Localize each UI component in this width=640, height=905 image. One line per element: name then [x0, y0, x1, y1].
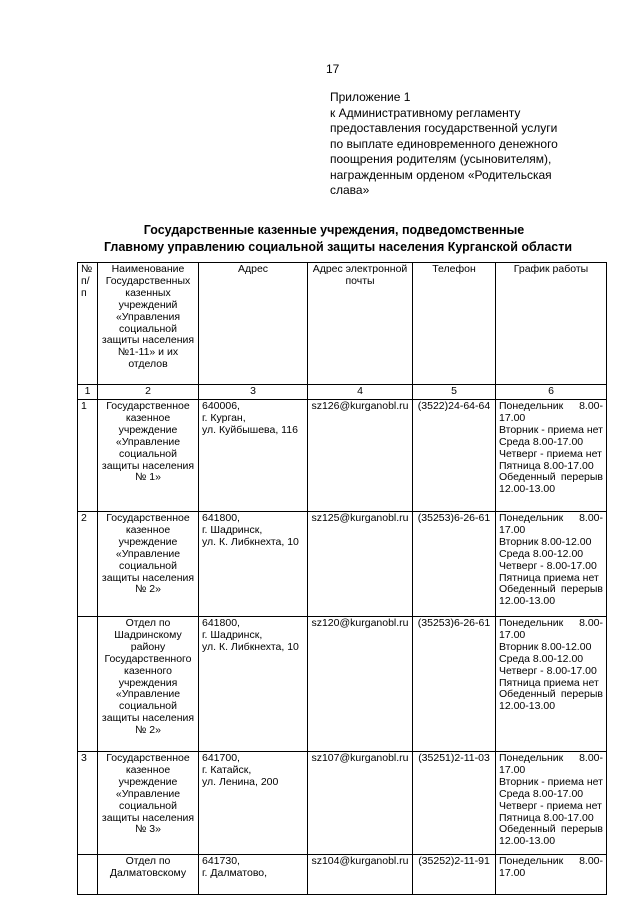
lunch-word: Обеденный: [499, 688, 556, 701]
column-index: 3: [199, 385, 308, 400]
header-email: Адрес электронной почты: [308, 263, 413, 385]
lunch-time: 12.00-13.00: [499, 700, 556, 713]
schedule-line: Среда 8.00-17.00: [499, 787, 584, 800]
address-line: г. Далматово,: [202, 866, 268, 879]
address-line: ул. К. Либкнехта, 10: [202, 535, 299, 548]
lunch-label: перерыв: [560, 823, 603, 836]
appendix-line: поощрения родителям (усыновителям),: [330, 152, 552, 166]
institution-name: Государственное казенное учреждение «Управление социальной защиты населения № 2»: [98, 512, 199, 617]
address-line: г. Шадринск,: [202, 523, 263, 536]
row-number: 3: [78, 752, 98, 855]
schedule-line: Четверг - приема нет: [499, 799, 602, 812]
email-cell: sz125@kurganobl.ru: [308, 512, 413, 617]
lunch-time: 12.00-13.00: [499, 595, 556, 608]
schedule-first-word: Понедельник: [499, 512, 564, 524]
lunch-label: перерыв: [560, 688, 603, 701]
email-cell: sz107@kurganobl.ru: [308, 752, 413, 855]
schedule-cell: [496, 512, 607, 617]
phone-cell: (35253)6-26-61: [413, 512, 496, 617]
address-line: 641700,: [202, 752, 240, 764]
schedule-first-time: 8.00-: [579, 617, 603, 629]
header-address: Адрес: [199, 263, 308, 385]
appendix-heading: [330, 90, 620, 199]
header-num: № п/ п: [78, 263, 98, 385]
schedule-line: Вторник 8.00-12.00: [499, 640, 592, 653]
table-row: [78, 617, 607, 752]
address-line: г. Шадринск,: [202, 628, 263, 641]
appendix-line: предоставления государственной услуги: [330, 121, 558, 135]
schedule-first-word: Понедельник: [499, 855, 564, 867]
schedule-line: Вторник - приема нет: [499, 775, 603, 788]
schedule-line: 17.00: [499, 628, 526, 641]
appendix-line: к Административному регламенту: [330, 105, 521, 120]
schedule-first-time: 8.00-: [579, 400, 603, 412]
appendix-line: награжденным орденом «Родительская: [330, 167, 552, 182]
column-index: 5: [413, 385, 496, 400]
schedule-line: Вторник 8.00-12.00: [499, 535, 592, 548]
column-index: 4: [308, 385, 413, 400]
schedule-cell: [496, 855, 607, 895]
schedule-line: 17.00: [499, 411, 526, 424]
schedule-line: Среда 8.00-12.00: [499, 547, 584, 560]
institutions-table: [77, 262, 607, 895]
lunch-word: Обеденный: [499, 471, 556, 484]
schedule-first-time: 8.00-: [579, 512, 603, 524]
schedule-line: Среда 8.00-17.00: [499, 435, 584, 448]
title-line-1: Государственные казенные учреждения, подведомственные: [143, 223, 525, 237]
schedule-line: Среда 8.00-12.00: [499, 652, 584, 665]
lunch-label: перерыв: [560, 583, 603, 596]
lunch-time: 12.00-13.00: [499, 483, 556, 496]
address-cell: [199, 512, 308, 617]
header-schedule: График работы: [496, 263, 607, 385]
address-line: 641730,: [202, 855, 240, 867]
column-index: 2: [98, 385, 199, 400]
phone-cell: (35252)2-11-91: [413, 855, 496, 895]
phone-cell: (3522)24-64-64: [413, 400, 496, 512]
schedule-first-word: Понедельник: [499, 752, 564, 764]
schedule-first-time: 8.00-: [579, 855, 603, 867]
address-line: ул. Куйбышева, 116: [202, 423, 298, 436]
address-line: 640006,: [202, 400, 240, 412]
schedule-line: Четверг - 8.00-17.00: [499, 559, 597, 572]
address-line: г. Катайск,: [202, 763, 252, 776]
schedule-line: Вторник - приема нет: [499, 423, 603, 436]
table-row: [78, 855, 607, 895]
address-cell: [199, 617, 308, 752]
address-cell: [199, 855, 308, 895]
table-row: [78, 512, 607, 617]
schedule-line: Пятница 8.00-17.00: [499, 811, 594, 824]
address-cell: [199, 752, 308, 855]
appendix-line: слава»: [330, 183, 370, 197]
phone-cell: (35253)6-26-61: [413, 617, 496, 752]
title-line-2: Главному управлению социальной защиты населения Курганской области: [103, 240, 573, 254]
schedule-first-word: Понедельник: [499, 617, 564, 629]
lunch-word: Обеденный: [499, 823, 556, 836]
schedule-line: 17.00: [499, 763, 526, 776]
schedule-cell: [496, 400, 607, 512]
appendix-line: Приложение 1: [330, 90, 411, 104]
schedule-line: Пятница 8.00-17.00: [499, 459, 594, 472]
schedule-cell: [496, 617, 607, 752]
phone-cell: (35251)2-11-03: [413, 752, 496, 855]
row-number: [78, 617, 98, 752]
schedule-cell: [496, 752, 607, 855]
schedule-line: Пятница приема нет: [499, 676, 599, 689]
address-line: ул. К. Либкнехта, 10: [202, 640, 299, 653]
lunch-time: 12.00-13.00: [499, 835, 556, 848]
institution-name: Государственное казенное учреждение «Управление социальной защиты населения № 3»: [98, 752, 199, 855]
institution-name: Отдел по Шадринскому району Государственного казенного учреждения «Управление социальной защиты населения № 2»: [98, 617, 199, 752]
address-line: 641800,: [202, 512, 240, 524]
lunch-label: перерыв: [560, 471, 603, 484]
table-row: [78, 400, 607, 512]
schedule-line: Пятница приема нет: [499, 571, 599, 584]
header-name: Наименование Государственных казенных учреждений «Управления социальной защиты населения №1-11» и их отделов: [98, 263, 199, 385]
institution-name: Государственное казенное учреждение «Управление социальной защиты населения № 1»: [98, 400, 199, 512]
schedule-line: 17.00: [499, 866, 526, 879]
column-index-row: [78, 385, 607, 400]
email-cell: sz104@kurganobl.ru: [308, 855, 413, 895]
schedule-line: 17.00: [499, 523, 526, 536]
address-line: 641800,: [202, 617, 240, 629]
appendix-line: по выплате единовременного денежного: [330, 136, 558, 151]
email-cell: sz126@kurganobl.ru: [308, 400, 413, 512]
row-number: [78, 855, 98, 895]
lunch-word: Обеденный: [499, 583, 556, 596]
schedule-first-word: Понедельник: [499, 400, 564, 412]
row-number: 1: [78, 400, 98, 512]
schedule-line: Четверг - приема нет: [499, 447, 602, 460]
address-cell: [199, 400, 308, 512]
schedule-first-time: 8.00-: [579, 752, 603, 764]
table-header-row: [78, 263, 607, 385]
schedule-line: Четверг - 8.00-17.00: [499, 664, 597, 677]
column-index: 1: [78, 385, 98, 400]
row-number: 2: [78, 512, 98, 617]
table-row: [78, 752, 607, 855]
column-index: 6: [496, 385, 607, 400]
address-line: ул. Ленина, 200: [202, 775, 279, 788]
email-cell: sz120@kurganobl.ru: [308, 617, 413, 752]
page-number: 17: [326, 62, 340, 76]
header-phone: Телефон: [413, 263, 496, 385]
address-line: г. Курган,: [202, 411, 246, 424]
institution-name: Отдел по Далматовскому: [98, 855, 199, 895]
document-title: [0, 222, 640, 256]
